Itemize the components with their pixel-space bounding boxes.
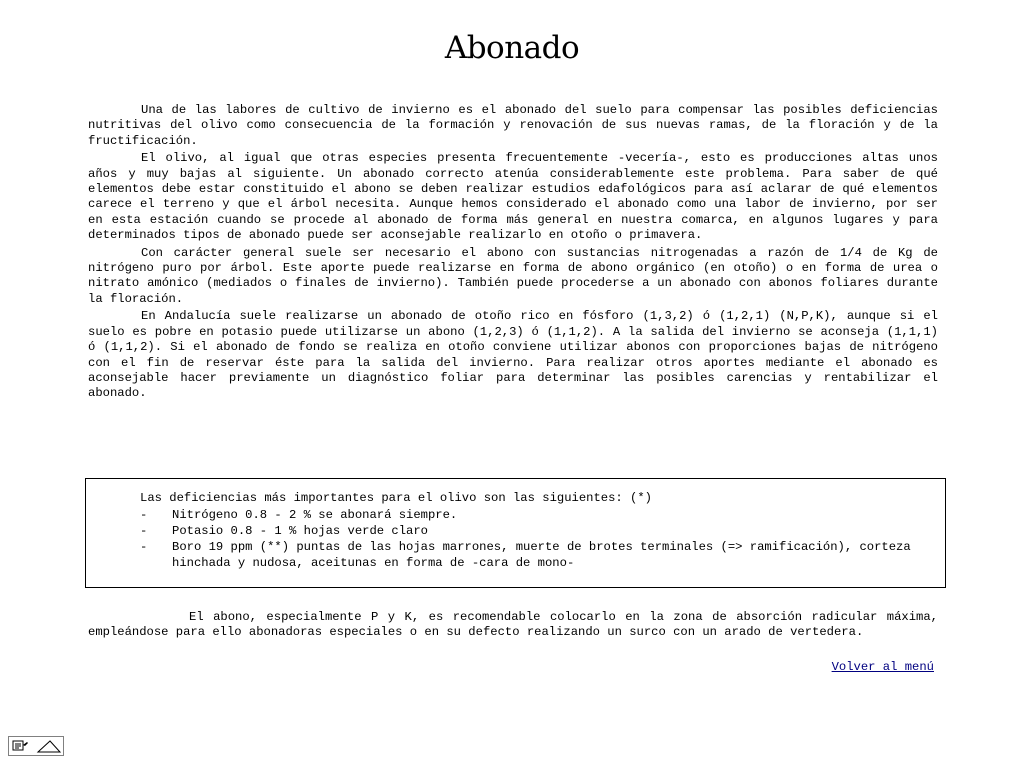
paragraph-placement: El abono, especialmente P y K, es recomendable colocarlo en la zona de absorción radicular máxima, empleándose para ello abonadoras especiales o en su defecto realizando un surco con un arado de vertedera. xyxy=(88,610,938,640)
triangle-icon[interactable] xyxy=(35,737,63,755)
list-item-text: Boro 19 ppm (**) puntas de las hojas marrones, muerte de brotes terminales (=> ramificación), corteza hinchada y nudosa, aceitunas en forma de -cara de mono- xyxy=(172,540,911,570)
list-item-text: Nitrógeno 0.8 - 2 % se abonará siempre. xyxy=(172,508,458,522)
paragraph-vecería: El olivo, al igual que otras especies presenta frecuentemente -vecería-, esto es producciones altas unos años y muy bajas al siguiente. Un abonado correcto atenúa considerablemente este problema. Para saber de qué elementos debe estar constituido el abono se deben realizar estudios edafológicos para así aclarar de qué elementos carece el terreno y que el árbol necesita. Aunque hemos considerado el abonado como una labor de invierno, por ser en esta estación cuando se procede al abonado de forma más general en nuestra comarca, en algunos lugares y para determinados tipos de abonado puede ser aconsejable realizarlo en otoño o primavera. xyxy=(88,151,938,243)
page-title: Abonado xyxy=(444,30,580,66)
back-to-menu-link[interactable]: Volver al menú xyxy=(831,660,934,674)
bottom-tray[interactable] xyxy=(8,736,64,756)
list-item xyxy=(140,539,925,571)
hand-pointer-icon[interactable] xyxy=(9,737,35,755)
list-item xyxy=(140,507,925,523)
paragraph-nitrogen: Con carácter general suele ser necesario el abono con sustancias nitrogenadas a razón de 1/4 de Kg de nitrógeno puro por árbol. Este aporte puede realizarse en forma de abono orgánico (en otoño) o en forma de urea o nitrato amónico (mediados o finales de invierno). También puede procederse a un abonado con abonos foliares durante la floración. xyxy=(88,245,938,306)
list-dash: - xyxy=(140,508,148,522)
final-section xyxy=(88,610,938,641)
list-item xyxy=(140,523,925,539)
list-item-text: Potasio 0.8 - 1 % hojas verde claro xyxy=(172,524,428,538)
article-body xyxy=(88,103,938,404)
paragraph-andalucia: En Andalucía suele realizarse un abonado de otoño rico en fósforo (1,3,2) ó (1,2,1) (N,P,K), aunque si el suelo es pobre en potasio puede utilizarse un abono (1,2,3) ó (1,1,2). A la salida del invierno se aconseja (1,1,1) ó (1,1,2). Si el abonado de fondo se realiza en otoño conviene utilizar abonos con proporciones bajas de nitrógeno con el fin de reservar éste para la salida del invierno. Para realizar otros aportes mediante el abonado es aconsejable hacer previamente un diagnóstico foliar para determinar las posibles carencias y rentabilizar el abonado. xyxy=(88,309,938,401)
list-dash: - xyxy=(140,524,148,538)
list-dash: - xyxy=(140,540,148,554)
deficiencies-box xyxy=(85,478,946,588)
paragraph-intro: Una de las labores de cultivo de invierno es el abonado del suelo para compensar las posibles deficiencias nutritivas del olivo como consecuencia de la formación y renovación de sus nuevas ramas, de la floración y de la fructificación. xyxy=(88,103,938,148)
deficiencies-heading: Las deficiencias más importantes para el olivo son las siguientes: (*) xyxy=(140,491,652,505)
